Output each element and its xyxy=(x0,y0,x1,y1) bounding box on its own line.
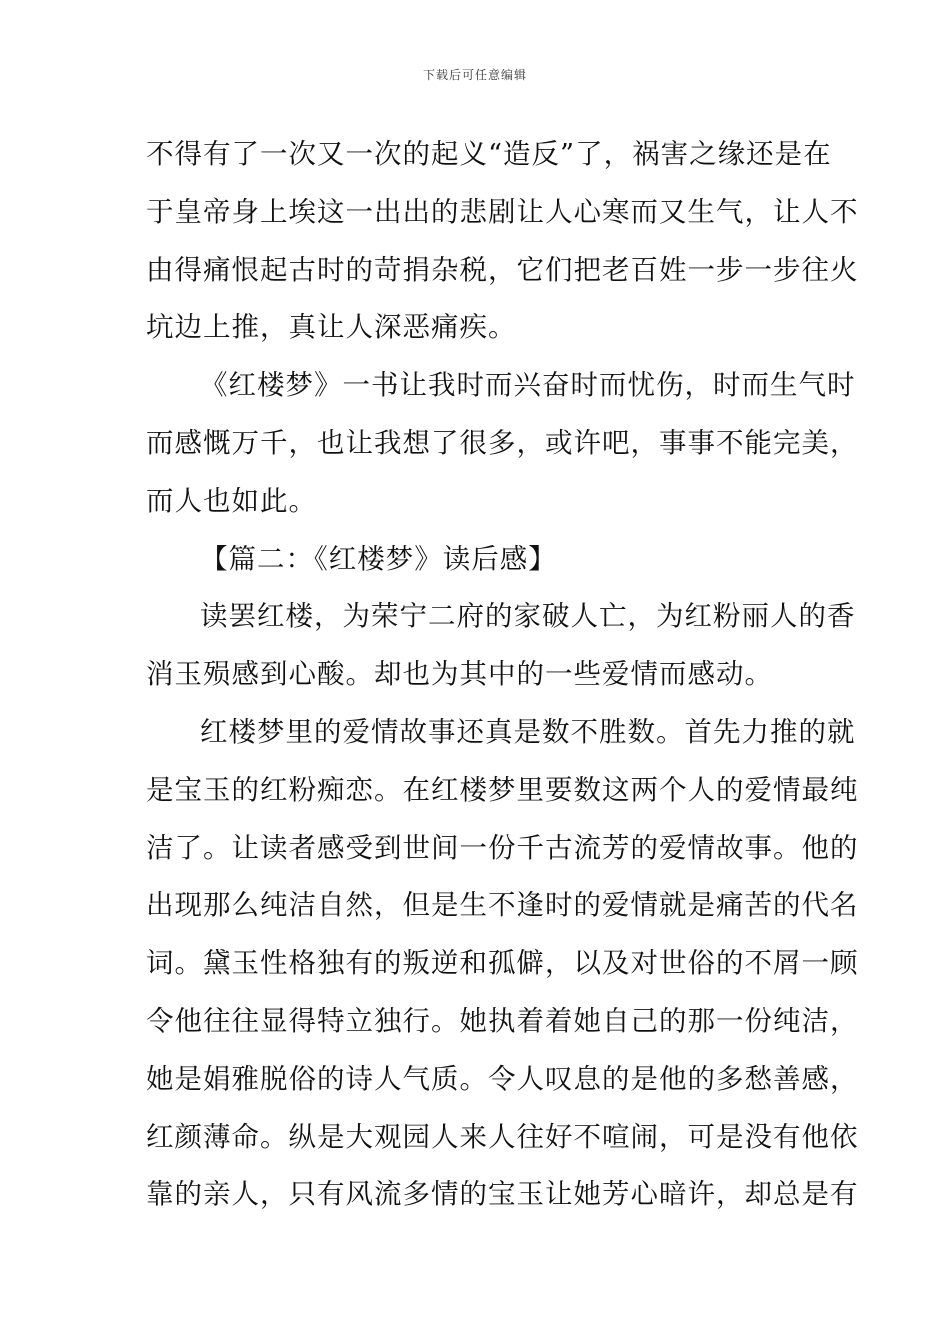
text-line: 词。黛玉性格独有的叛逆和孤僻，以及对世俗的不屑一顾 xyxy=(146,947,859,980)
paragraph-start-line: 《红楼梦》一书让我时而兴奋时而忧伤，时而生气时 xyxy=(200,369,856,402)
document-body xyxy=(146,126,859,1224)
text-line: 由得痛恨起古时的苛捐杂税，它们把老百姓一步一步往火 xyxy=(146,253,859,286)
text-line: 红颜薄命。纵是大观园人来人往好不喧闹，可是没有他依 xyxy=(146,1120,859,1153)
paragraph-start-line: 读罢红楼，为荣宁二府的家破人亡，为红粉丽人的香 xyxy=(200,600,856,633)
text-line: 出现那么纯洁自然，但是生不逢时的爱情就是痛苦的代名 xyxy=(146,889,859,922)
text-line: 消玉殒感到心酸。却也为其中的一些爱情而感动。 xyxy=(146,658,773,691)
text-line: 而感慨万千，也让我想了很多，或许吧，事事不能完美， xyxy=(146,426,859,459)
text-line: 洁了。让读者感受到世间一份千古流芳的爱情故事。他的 xyxy=(146,831,859,864)
text-line: 她是娟雅脱俗的诗人气质。令人叹息的是他的多愁善感， xyxy=(146,1062,859,1095)
section-heading: 【篇二：《红楼梦》读后感】 xyxy=(200,542,557,575)
text-line: 于皇帝身上埃这一出出的悲剧让人心寒而又生气，让人不 xyxy=(146,195,859,228)
page-header-note: 下载后可任意编辑 xyxy=(422,68,527,82)
text-line: 靠的亲人，只有风流多情的宝玉让她芳心暗许，却总是有 xyxy=(146,1178,859,1211)
text-line: 坑边上推，真让人深恶痛疾。 xyxy=(146,311,517,344)
text-line: 令他往往显得特立独行。她执着着她自己的那一份纯洁， xyxy=(146,1004,859,1037)
text-line: 是宝玉的红粉痴恋。在红楼梦里要数这两个人的爱情最纯 xyxy=(146,773,859,806)
text-line: 不得有了一次又一次的起义“造反”了，祸害之缘还是在 xyxy=(146,138,832,170)
paragraph-start-line: 红楼梦里的爱情故事还真是数不胜数。首先力推的就 xyxy=(200,715,856,748)
text-line: 而人也如此。 xyxy=(146,484,317,517)
